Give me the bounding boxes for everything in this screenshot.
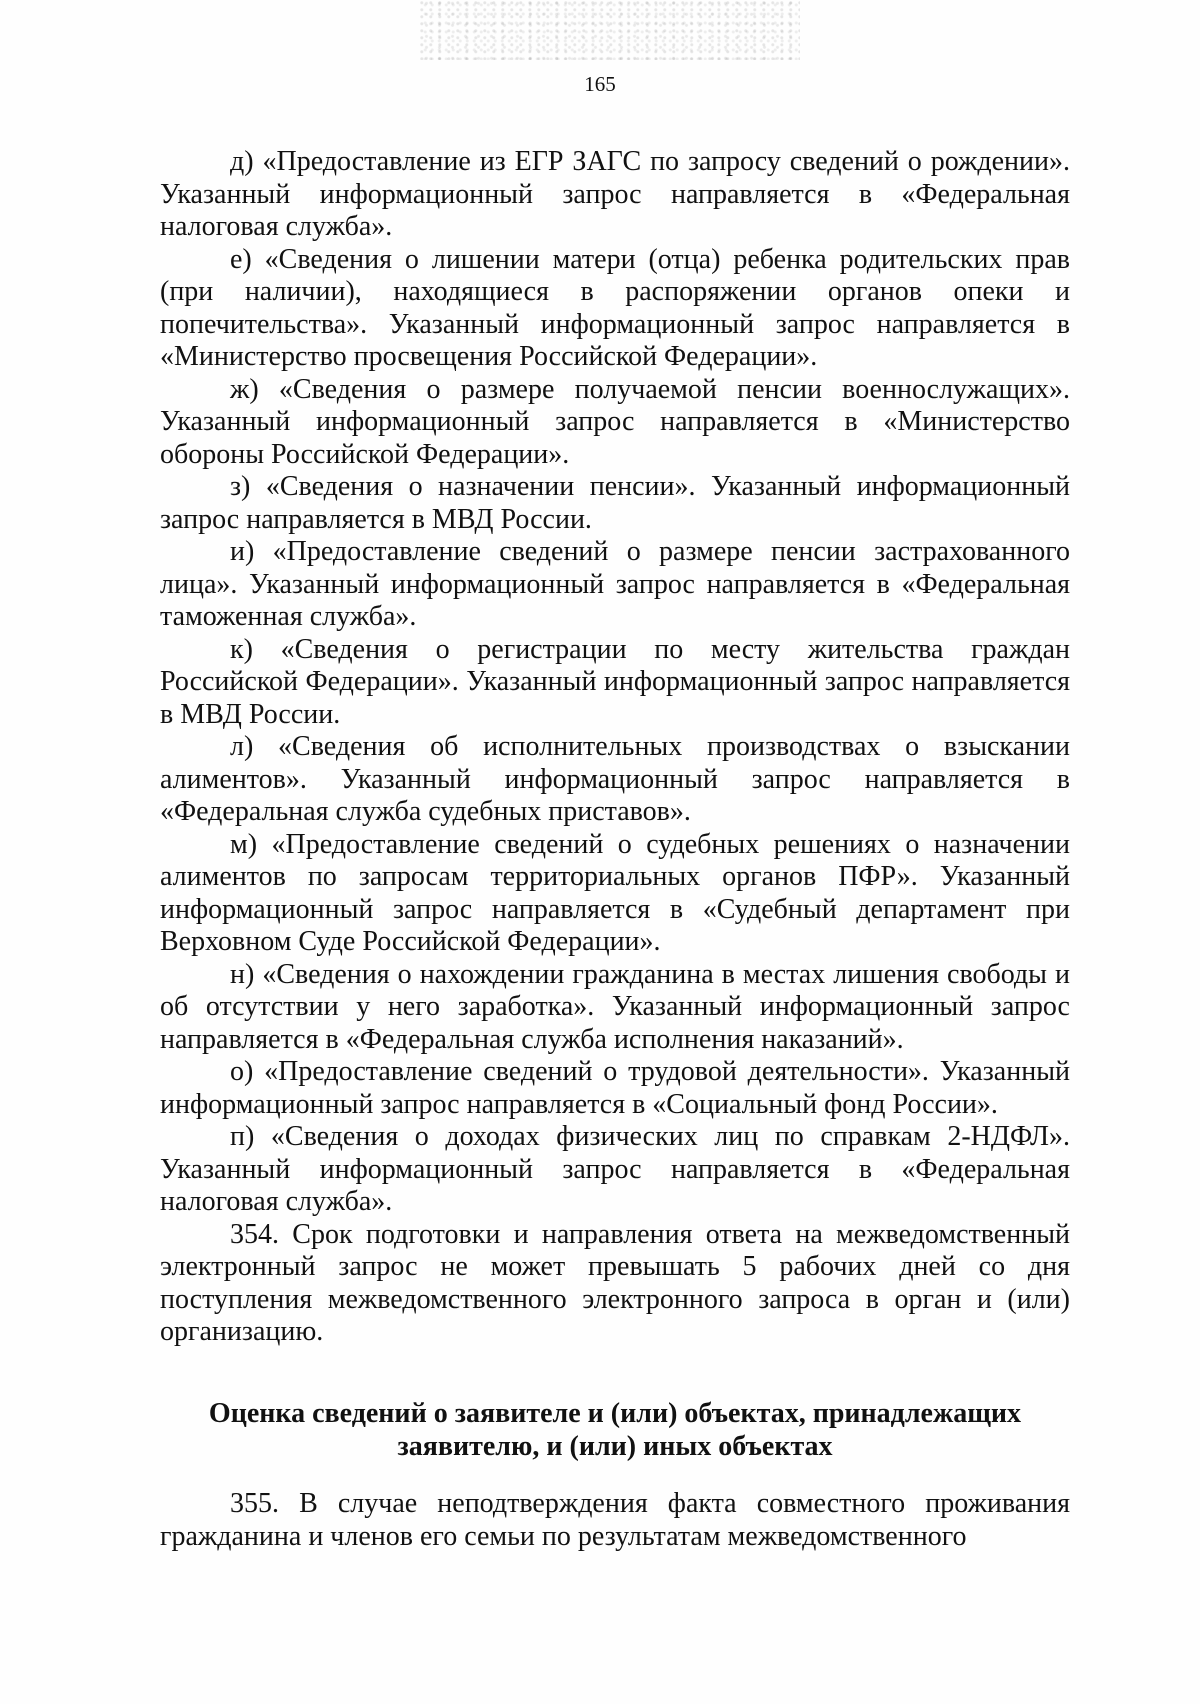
section-body xyxy=(160,1488,1070,1553)
paragraph-o: о) «Предоставление сведений о трудовой деятельности». Указанный информационный запрос направляется в «Социальный фонд России». xyxy=(160,1056,1070,1120)
paragraph-p: п) «Сведения о доходах физических лиц по справкам 2-НДФЛ». Указанный информационный запрос направляется в «Федеральная налоговая служба». xyxy=(160,1121,1070,1217)
paragraph-354: 354. Срок подготовки и направления ответа на межведомственный электронный запрос не может превышать 5 рабочих дней со дня поступления межведомственного электронного запроса в орган и (или) организацию. xyxy=(160,1218,1070,1347)
paragraph-n: н) «Сведения о нахождении гражданина в местах лишения свободы и об отсутствии у него заработка». Указанный информационный запрос направляется в «Федеральная служба исполнения наказаний». xyxy=(160,958,1070,1055)
paragraph-m: м) «Предоставление сведений о судебных решениях о назначении алиментов по запросам территориальных органов ПФР». Указанный информационный запрос направляется в «Судебный департамент при Верховном Суде Российской Федерации». xyxy=(160,828,1070,957)
paragraph-z: з) «Сведения о назначении пенсии». Указанный информационный запрос направляется в МВД России. xyxy=(160,471,1070,535)
paragraph-zh: ж) «Сведения о размере получаемой пенсии военнослужащих». Указанный информационный запрос направляется в «Министерство обороны Российской Федерации». xyxy=(160,373,1070,470)
paragraph-355: 355. В случае неподтверждения факта совместного проживания гражданина и членов его семьи по результатам межведомственного xyxy=(160,1488,1070,1552)
scan-artifact xyxy=(420,0,800,60)
paragraph-e: е) «Сведения о лишении матери (отца) ребенка родительских прав (при наличии), находящиеся в распоряжении органов опеки и попечительства». Указанный информационный запрос направляется в «Министерство просвещения Российской Федерации». xyxy=(160,243,1070,372)
document-body xyxy=(160,146,1070,1349)
paragraph-d: д) «Предоставление из ЕГР ЗАГС по запросу сведений о рождении». Указанный информационный запрос направляется в «Федеральная налоговая служба». xyxy=(160,146,1070,242)
paragraph-l: л) «Сведения об исполнительных производствах о взыскании алиментов». Указанный информационный запрос направляется в «Федеральная служба судебных приставов». xyxy=(160,731,1070,827)
paragraph-i: и) «Предоставление сведений о размере пенсии застрахованного лица». Указанный информационный запрос направляется в «Федеральная таможенная служба». xyxy=(160,536,1070,632)
paragraph-k: к) «Сведения о регистрации по месту жительства граждан Российской Федерации». Указанный информационный запрос направляется в МВД России. xyxy=(160,633,1070,730)
section-heading: Оценка сведений о заявителе и (или) объектах, принадлежащих заявителю, и (или) иных объектах xyxy=(208,1398,1022,1462)
page-number: 165 xyxy=(584,72,616,96)
